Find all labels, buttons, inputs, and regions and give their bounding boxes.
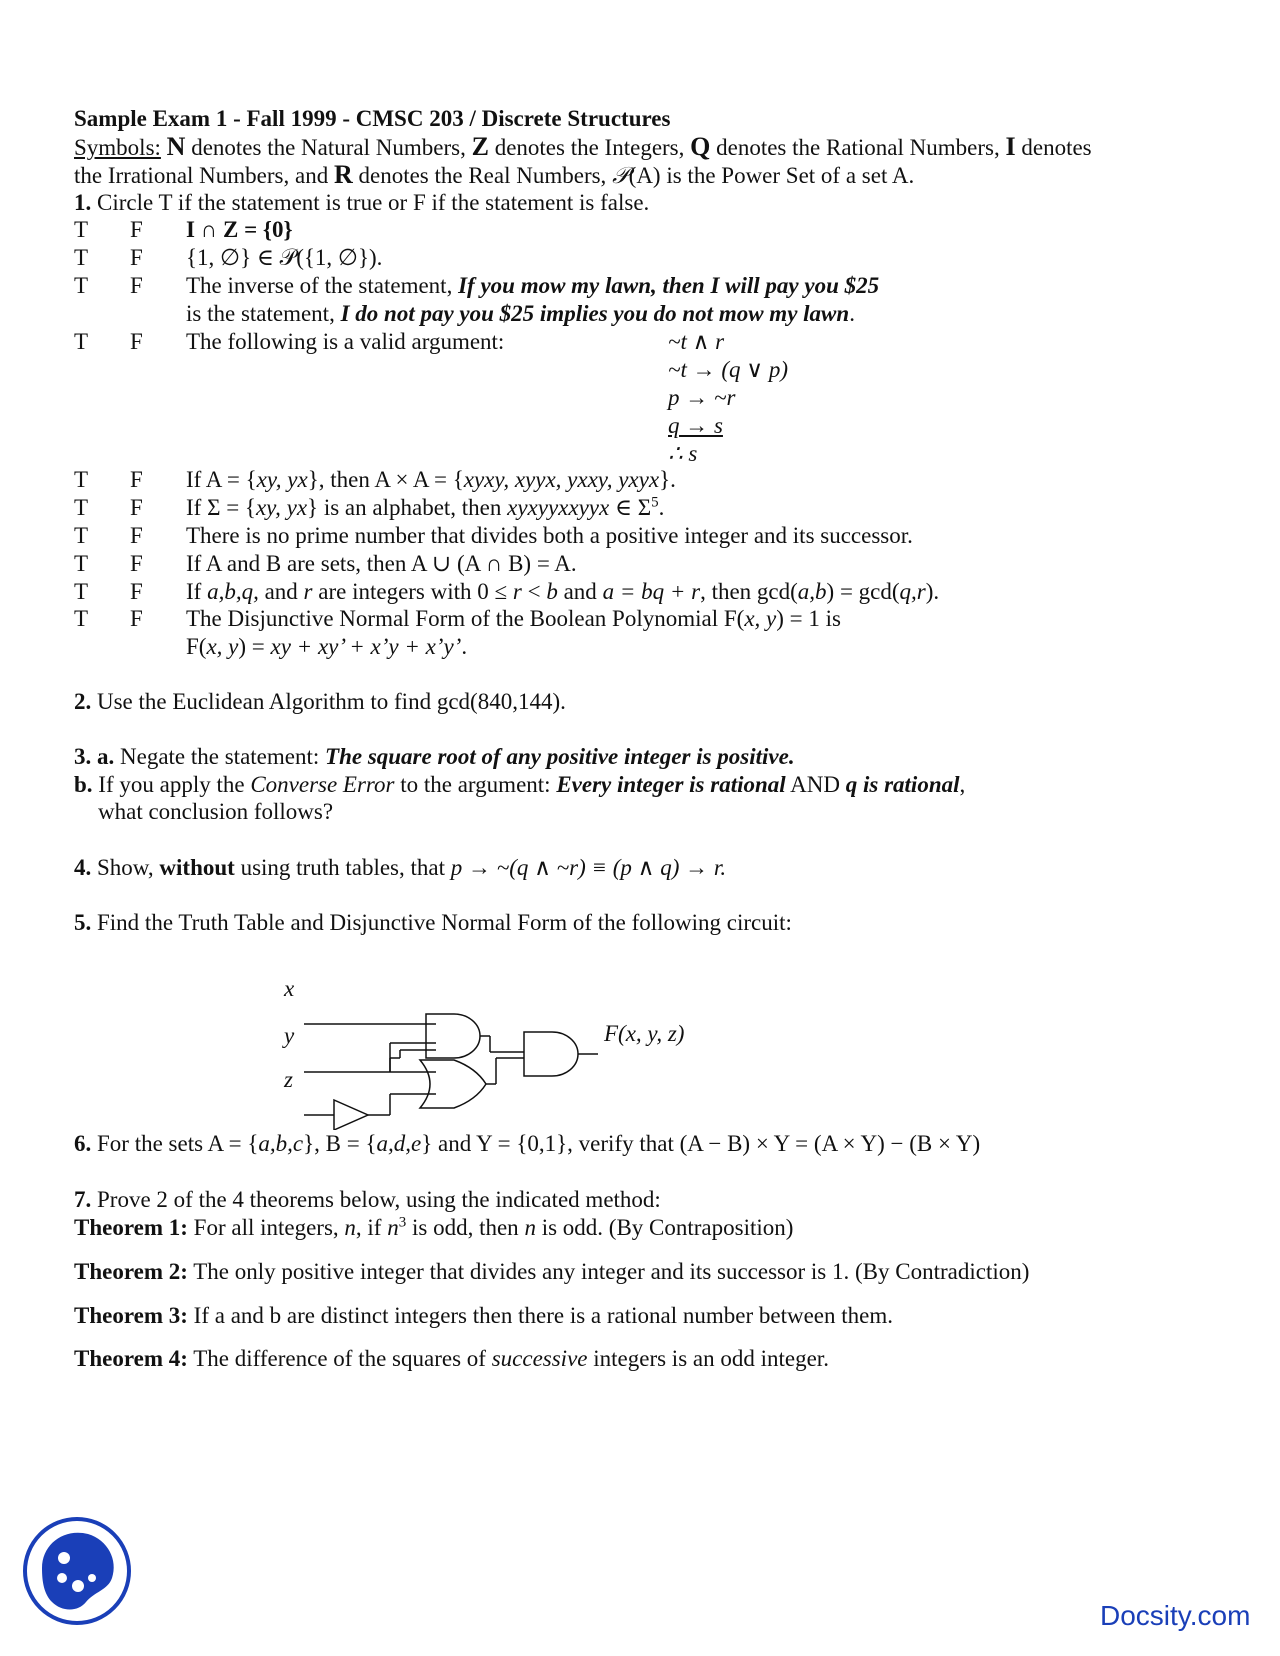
- stmt-text: } is an alphabet, then: [307, 495, 508, 520]
- q6-text: For the sets A = {: [91, 1131, 259, 1156]
- argument-premise-3: p → ~r: [668, 385, 736, 410]
- q4-text: using truth tables, that: [234, 855, 451, 880]
- argument-premise-1: ~t ∧ r: [668, 329, 725, 354]
- theorem-emph: successive: [491, 1346, 588, 1371]
- q3a: [74, 743, 795, 771]
- q1-statement-10: [186, 605, 841, 633]
- stmt-var: xy, yx: [255, 495, 308, 520]
- tf-t[interactable]: T: [74, 467, 89, 492]
- symbol-N: N: [166, 132, 186, 161]
- q1-statement-3-cont: [186, 300, 855, 328]
- tf-f[interactable]: F: [130, 606, 143, 631]
- theorem-text: If a and b are distinct integers then there is a rational number between them.: [187, 1303, 893, 1328]
- stmt-sup: 5: [651, 494, 659, 511]
- theorem-text: For all integers,: [187, 1215, 345, 1240]
- stmt-text: The inverse of the statement,: [186, 273, 459, 298]
- stmt-emph: If you mow my lawn, then I will pay you $25: [458, 273, 880, 298]
- tf-f[interactable]: F: [130, 217, 143, 242]
- stmt-text: .: [658, 495, 665, 520]
- tf-t[interactable]: T: [74, 579, 89, 604]
- q2: [74, 688, 566, 716]
- theorem-3: [74, 1302, 893, 1330]
- theorem-label: Theorem 4:: [74, 1346, 188, 1371]
- q1-instruction: [74, 189, 649, 217]
- q1-statement-3: [186, 272, 879, 300]
- stmt-var: a,b,q,: [207, 579, 259, 604]
- stmt-text: .: [849, 301, 855, 326]
- q5: [74, 909, 792, 937]
- argument-premise-4: q → s: [668, 413, 723, 438]
- stmt-text: , then gcd(: [700, 579, 798, 604]
- stmt-var: x, y: [744, 606, 777, 631]
- symbols-label: Symbols:: [74, 135, 161, 160]
- q3b: [74, 771, 965, 799]
- tf-f[interactable]: F: [130, 551, 143, 576]
- stmt-text: ) = gcd(: [826, 579, 900, 604]
- q4-emph: without: [159, 855, 235, 880]
- theorem-label: Theorem 3:: [74, 1303, 188, 1328]
- symbol-P: 𝒫: [612, 163, 629, 188]
- q4-number: 4.: [74, 855, 92, 880]
- tf-t[interactable]: T: [74, 523, 89, 548]
- q6-var: a,d,e: [376, 1131, 422, 1156]
- stmt-var: xyxyyxxyyx: [507, 495, 610, 520]
- theorem-1: [74, 1214, 793, 1242]
- theorem-text: integers is an odd integer.: [587, 1346, 829, 1371]
- q7-number: 7.: [74, 1187, 92, 1212]
- q1-statement-10-cont: [186, 633, 467, 661]
- q5-number: 5.: [74, 910, 92, 935]
- stmt-var: b: [546, 579, 558, 604]
- stmt-text: The Disjunctive Normal Form of the Boolean Polynomial F(: [186, 606, 745, 631]
- and-gate-2: [524, 1032, 578, 1076]
- q3-text: Negate the statement:: [114, 744, 326, 769]
- tf-f[interactable]: F: [130, 579, 143, 604]
- q1-statement-2: {1, ∅} ∈ 𝒫({1, ∅}).: [186, 245, 383, 270]
- circuit-label-y: y: [284, 1023, 295, 1048]
- stmt-text: ).: [925, 579, 940, 604]
- symbols-line-2: [74, 161, 914, 190]
- circuit-output-label: F(x, y, z): [604, 1021, 685, 1046]
- theorem-var: n: [344, 1215, 356, 1240]
- stmt-text: <: [521, 579, 547, 604]
- q1-number: 1.: [74, 190, 92, 215]
- symbols-text: denotes: [1015, 135, 1092, 160]
- circuit-label-x: x: [284, 976, 295, 1001]
- tf-f[interactable]: F: [130, 467, 143, 492]
- stmt-var: r: [303, 579, 313, 604]
- stmt-var: a = bq + r: [602, 579, 701, 604]
- symbols-line-1: [74, 133, 1092, 162]
- stmt-text: If Σ = {: [186, 495, 256, 520]
- stmt-text: }, then A × A = {: [307, 467, 464, 492]
- argument-conclusion: ∴ s: [668, 441, 698, 466]
- symbol-Q: Q: [690, 132, 711, 161]
- q1-text: Circle T if the statement is true or F if the statement is false.: [91, 190, 650, 215]
- symbols-text: the Irrational Numbers, and: [74, 163, 334, 188]
- q3-term: Converse Error: [250, 772, 395, 797]
- theorem-var: n: [524, 1215, 536, 1240]
- tf-t[interactable]: T: [74, 273, 89, 298]
- not-gate: [334, 1100, 368, 1130]
- stmt-text: is the statement,: [186, 301, 341, 326]
- theorem-text: , if: [355, 1215, 388, 1240]
- docsity-brand-link[interactable]: Docsity.com: [1100, 1600, 1251, 1631]
- theorem-label: Theorem 2:: [74, 1259, 188, 1284]
- stmt-text: .: [461, 634, 468, 659]
- q2-number: 2.: [74, 689, 92, 714]
- q1-statement-6: [186, 494, 664, 522]
- q4: [74, 854, 726, 882]
- stmt-var: q,r: [899, 579, 926, 604]
- theorem-4: [74, 1345, 829, 1373]
- tf-f[interactable]: F: [130, 273, 143, 298]
- stmt-text: ) =: [238, 634, 271, 659]
- tf-t[interactable]: T: [74, 495, 89, 520]
- q6-text: }, B = {: [303, 1131, 377, 1156]
- stmt-text: ) = 1 is: [776, 606, 841, 631]
- tf-f[interactable]: F: [130, 495, 143, 520]
- symbols-text: denotes the Integers,: [488, 135, 691, 160]
- q1-statement-5: [186, 466, 676, 494]
- circuit-label-z: z: [284, 1067, 293, 1092]
- q3-premise: Every integer is rational: [556, 772, 786, 797]
- stmt-text: F(: [186, 634, 207, 659]
- exam-title: Sample Exam 1 - Fall 1999 - CMSC 203 / Discrete Structures: [74, 106, 671, 131]
- q2-text: Use the Euclidean Algorithm to find gcd(840,144).: [91, 689, 566, 714]
- q7: [74, 1186, 661, 1214]
- symbol-I: I: [1005, 132, 1016, 161]
- stmt-text: If: [186, 579, 208, 604]
- theorem-text: The only positive integer that divides any integer and its successor is 1. (By Contradiction): [187, 1259, 1030, 1284]
- symbols-text: (A) is the Power Set of a set A.: [628, 163, 915, 188]
- tf-t[interactable]: T: [74, 551, 89, 576]
- symbol-Z: Z: [471, 132, 489, 161]
- q1-statement-1: I ∩ Z = {0}: [186, 217, 293, 242]
- q3-text: to the argument:: [394, 772, 557, 797]
- theorem-label: Theorem 1:: [74, 1215, 188, 1240]
- stmt-var: xyxy, xyyx, yxxy, yxyx: [463, 467, 660, 492]
- q3-text: If you apply the: [92, 772, 251, 797]
- q6: [74, 1130, 980, 1158]
- or-gate: [420, 1060, 486, 1108]
- stmt-text: }.: [659, 467, 676, 492]
- symbols-text: denotes the Natural Numbers,: [185, 135, 472, 160]
- tf-t[interactable]: T: [74, 245, 89, 270]
- q3-text: ,: [959, 772, 966, 797]
- stmt-text: are integers with 0 ≤: [312, 579, 513, 604]
- tf-f[interactable]: F: [130, 245, 143, 270]
- stmt-text: If A = {: [186, 467, 257, 492]
- q3-statement: The square root of any positive integer is positive.: [325, 744, 795, 769]
- q5-text: Find the Truth Table and Disjunctive Normal Form of the following circuit:: [91, 910, 792, 935]
- tf-t[interactable]: T: [74, 606, 89, 631]
- q4-text: Show,: [91, 855, 160, 880]
- tf-f[interactable]: F: [130, 523, 143, 548]
- stmt-text: and: [557, 579, 603, 604]
- argument-premise-2: ~t → (q ∨ p): [668, 357, 788, 382]
- theorem-sup: 3: [398, 1214, 407, 1231]
- q3b-cont: what conclusion follows?: [98, 799, 334, 824]
- symbol-R: R: [333, 160, 353, 189]
- q3-number: 3. a.: [74, 744, 115, 769]
- q3-text: AND: [785, 772, 846, 797]
- q6-text: } and Y = {0,1}, verify that (A − B) × Y = (A × Y) − (B × Y): [421, 1131, 981, 1156]
- q1-statement-8: If A and B are sets, then A ∪ (A ∩ B) = A.: [186, 551, 577, 576]
- q6-var: a,b,c: [258, 1131, 304, 1156]
- q3-premise: q is rational: [845, 772, 960, 797]
- tf-f[interactable]: F: [130, 329, 143, 354]
- q7-text: Prove 2 of the 4 theorems below, using the indicated method:: [91, 1187, 661, 1212]
- tf-t[interactable]: T: [74, 329, 89, 354]
- docsity-logo-icon[interactable]: [22, 1516, 132, 1626]
- stmt-var: a,b: [797, 579, 827, 604]
- stmt-var: xy, yx: [256, 467, 308, 492]
- theorem-2: [74, 1258, 1029, 1286]
- theorem-text: is odd. (By Contraposition): [535, 1215, 794, 1240]
- q6-number: 6.: [74, 1131, 92, 1156]
- theorem-text: is odd, then: [406, 1215, 525, 1240]
- stmt-var: x, y: [206, 634, 239, 659]
- symbols-text: denotes the Rational Numbers,: [710, 135, 1006, 160]
- stmt-emph: I do not pay you $25 implies you do not mow my lawn: [340, 301, 850, 326]
- q4-formula: p → ~(q ∧ ~r) ≡ (p ∧ q) → r.: [450, 855, 727, 880]
- stmt-var: xy + xy’ + x’y + x’y’: [270, 634, 462, 659]
- q1-statement-4: The following is a valid argument:: [186, 329, 505, 354]
- symbols-text: denotes the Real Numbers,: [352, 163, 613, 188]
- theorem-var: n: [387, 1215, 399, 1240]
- tf-t[interactable]: T: [74, 217, 89, 242]
- q1-statement-9: [186, 578, 939, 606]
- q1-statement-7: There is no prime number that divides both a positive integer and its successor.: [186, 523, 913, 548]
- stmt-var: r: [512, 579, 522, 604]
- and-gate-1: [426, 1014, 480, 1058]
- stmt-text: and: [258, 579, 304, 604]
- theorem-text: The difference of the squares of: [187, 1346, 492, 1371]
- stmt-text: ∈ Σ: [609, 495, 652, 520]
- q3b-number: b.: [74, 772, 93, 797]
